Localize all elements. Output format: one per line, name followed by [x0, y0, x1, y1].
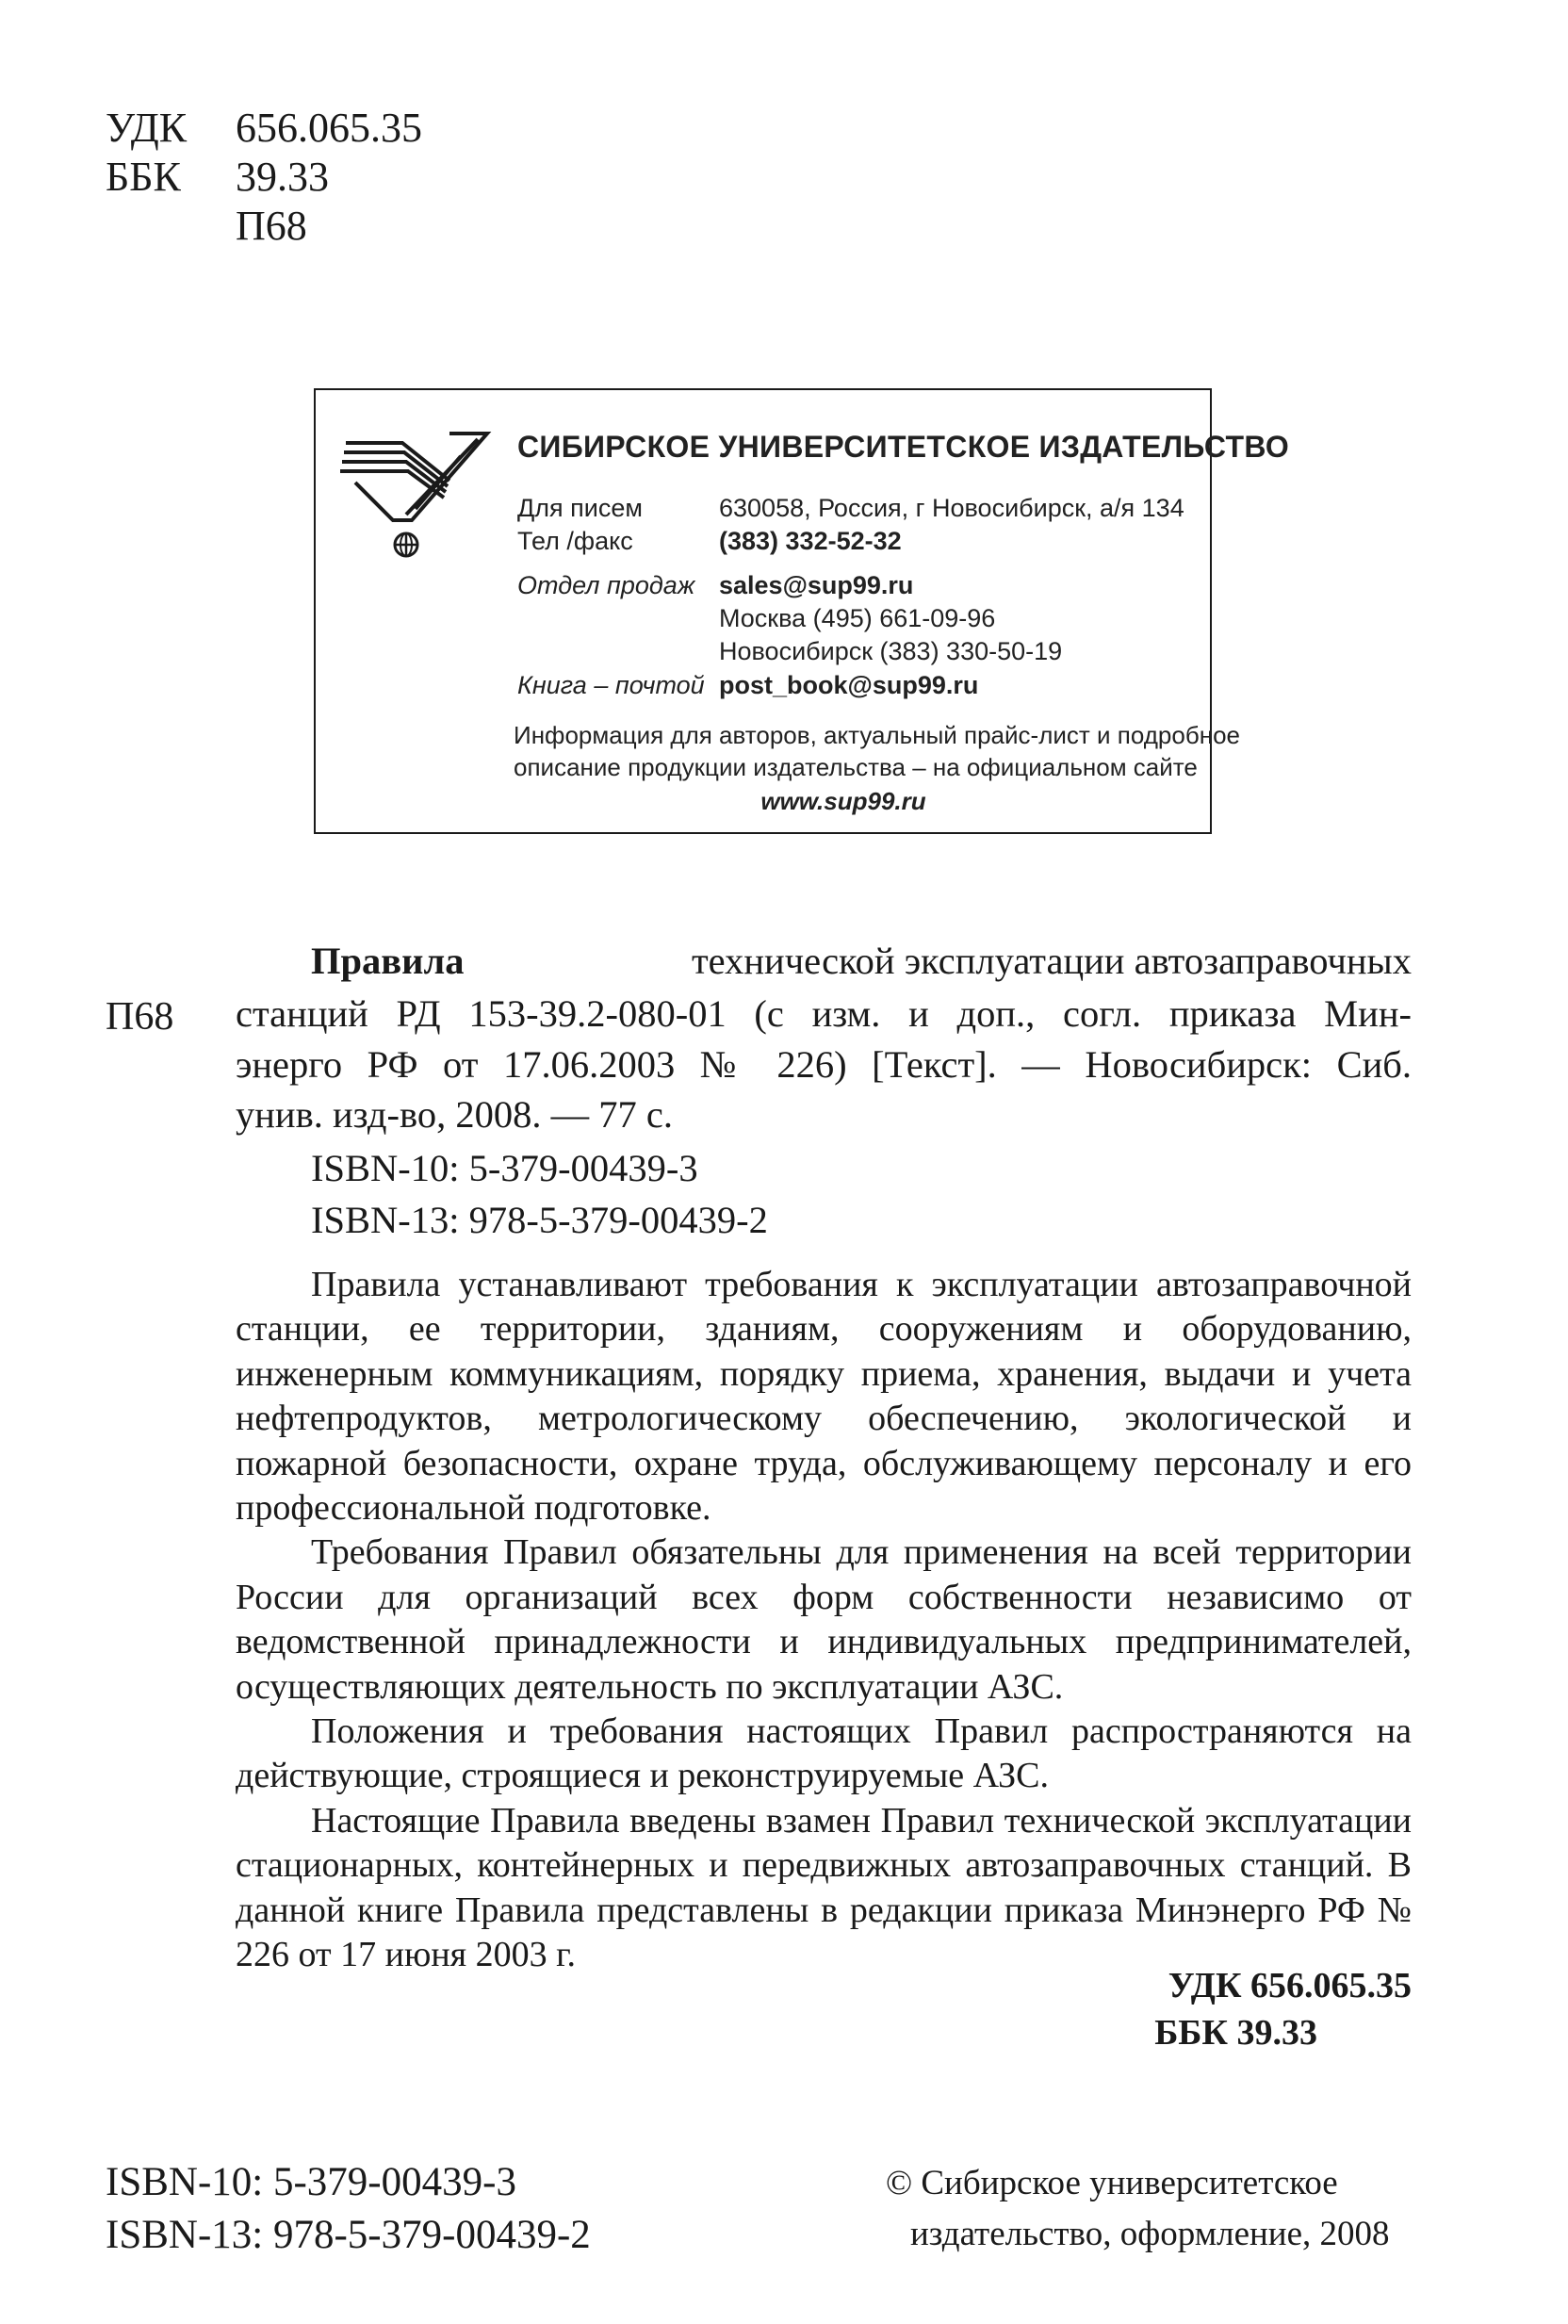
info-line-2: описание продукции издательства – на официальном сайте — [514, 753, 1198, 781]
publisher-box — [314, 388, 1290, 834]
publisher-logo — [336, 415, 506, 537]
record-line-3: энерго РФ от 17.06.2003 № 226) [Текст]. — Новосибирск: Сиб. — [236, 1043, 1412, 1086]
record-title-bold: Правила — [311, 940, 465, 982]
bottom-isbn-13: ISBN-13: 978-5-379-00439-2 — [106, 2213, 591, 2257]
publisher-name: СИБИРСКОЕ УНИВЕРСИТЕТСКОЕ ИЗДАТЕЛЬСТВО — [517, 430, 1290, 464]
sales-nsk-phone: Новосибирск (383) 330-50-19 — [719, 637, 1063, 665]
udk-value: 656.065.35 — [236, 105, 422, 151]
phone-label: Тел /факс — [517, 527, 633, 555]
bottom-isbn-10: ISBN-10: 5-379-00439-3 — [106, 2160, 516, 2204]
copyright-line-2: издательство, оформление, 2008 — [910, 2215, 1390, 2253]
footer-udk: УДК 656.065.35 — [1168, 1966, 1412, 2005]
mail-order-label: Книга – почтой — [517, 671, 705, 699]
record-line-1 — [311, 942, 1412, 981]
phone-value: (383) 332-52-32 — [719, 527, 902, 555]
sales-email: sales@sup99.ru — [719, 571, 914, 599]
publisher-website: www.sup99.ru — [760, 787, 926, 815]
record-line-2: станций РД 153-39.2-080-01 (с изм. и доп., согл. приказа Мин- — [236, 992, 1412, 1035]
sales-label: Отдел продаж — [517, 571, 695, 599]
bbk-value: 39.33 — [236, 154, 329, 200]
globe-icon — [391, 530, 421, 560]
info-line-1: Информация для авторов, актуальный прайс-лист и подробное — [514, 721, 1240, 749]
record-isbn-13: ISBN-13: 978-5-379-00439-2 — [311, 1199, 768, 1241]
author-sign: П68 — [236, 203, 307, 249]
record-line-4: унив. изд-во, 2008. — 77 с. — [236, 1093, 673, 1136]
bbk-label: ББК — [106, 154, 181, 200]
record-line-1-rest: технической эксплуатации автозаправочных — [691, 940, 1412, 982]
abstract-paragraph-4: Настоящие Правила введены взамен Правил технической эксплуатации стационарных, контейнерных и передвижных автозаправочных станций. В данной книге Правила представлены в редакции приказа Минэнерго РФ № 226 от 17 июня 2003 г. — [236, 1800, 1412, 1975]
abstract-paragraph-2: Требования Правил обязательны для применения на всей территории России для организаций всех форм собственности независимо от ведомственной принадлежности и индивидуальных предпринимателей, осуществляющих деятельность по эксплуатации АЗС. — [236, 1532, 1412, 1707]
letters-address: 630058, Россия, г Новосибирск, а/я 134 — [719, 494, 1184, 522]
udk-label: УДК — [106, 105, 188, 151]
abstract-paragraph-1: Правила устанавливают требования к эксплуатации автозаправочной станции, ее территории, зданиям, сооружениям и оборудованию, инженерным коммуникациям, порядку приема, хранения, выдачи и учета нефтепродуктов, метрологическому обеспечению, экологической и пожарной безопасности, охране труда, обслуживающему персоналу и его профессиональной подготовке. — [236, 1265, 1412, 1529]
record-sign: П68 — [106, 995, 174, 1039]
abstract-paragraph-3: Положения и требования настоящих Правил распространяются на действующие, строящиеся и реконструируемые АЗС. — [236, 1711, 1412, 1796]
abstract — [236, 1263, 1412, 1978]
record-isbn-10: ISBN-10: 5-379-00439-3 — [311, 1147, 698, 1189]
mail-order-email: post_book@sup99.ru — [719, 671, 979, 699]
copyright-line-1: © Сибирское университетское — [886, 2164, 1338, 2202]
footer-bbk: ББК 39.33 — [1154, 2013, 1317, 2053]
sales-moscow-phone: Москва (495) 661-09-96 — [719, 604, 996, 632]
letters-label: Для писем — [517, 494, 643, 522]
